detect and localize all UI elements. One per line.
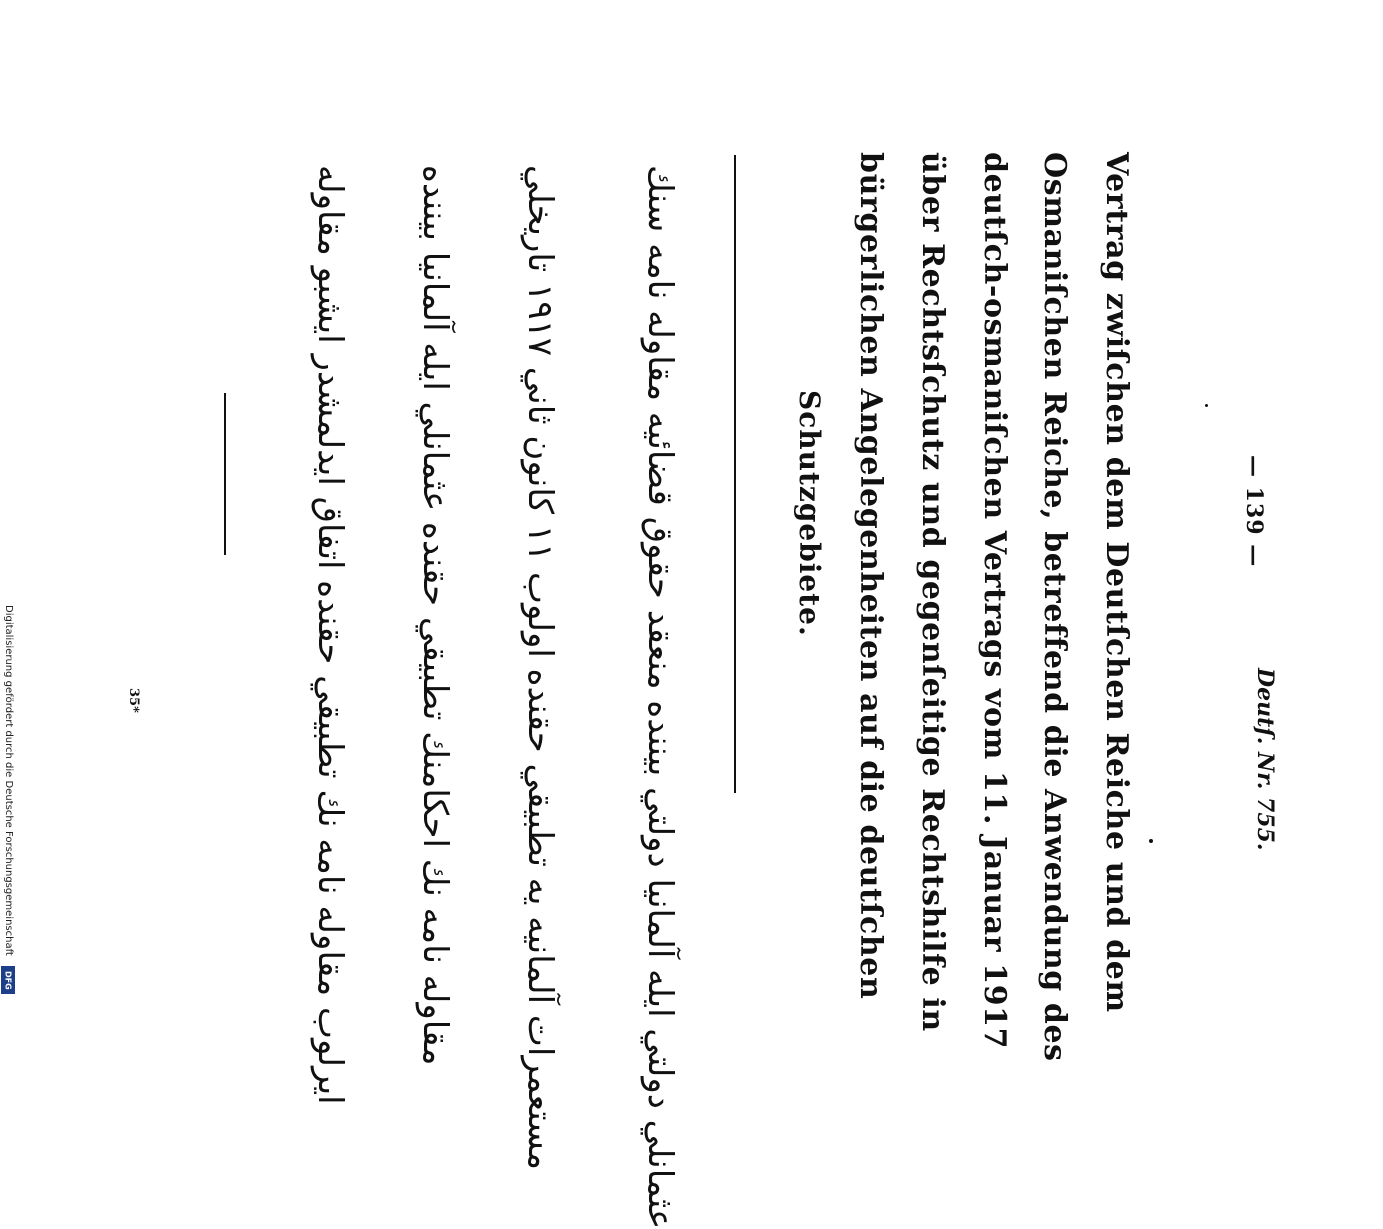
title-subtitle: Schutzgebiete. xyxy=(793,390,826,637)
dfg-logo: DFG xyxy=(1,966,15,994)
title-line-5: bürgerlichen Angelegenheiten auf die deutſchen xyxy=(853,152,888,1000)
scan-speck xyxy=(1149,839,1153,843)
title-line-3: deutſch-osmaniſchen Vertrags vom 11. Januar 1917 xyxy=(977,152,1012,1050)
arabic-line-4: ايرلوب مقاوله نامه نك تطبيقي حقنده اتفاق ايدلمشدر ايشبو مقاوله xyxy=(310,165,350,1105)
page-number: — 139 — xyxy=(1241,455,1267,568)
document-reference: Deutſ. Nr. 755. xyxy=(1252,668,1278,851)
sheet-mark: 35* xyxy=(126,688,141,713)
section-divider xyxy=(734,155,736,793)
arabic-line-1: عثمانلي دولتي ايله آلمانيا دولتي بيننده منعقد حقوق قضائيه مقاوله نامه سنك xyxy=(640,165,680,1229)
title-line-2: Osmaniſchen Reiche, betreffend die Anwendung des xyxy=(1037,152,1072,1062)
title-line-4: über Rechtsſchutz und gegenſeitige Rechtshilfe in xyxy=(915,152,950,1032)
scan-speck xyxy=(1205,404,1208,407)
closing-rule xyxy=(224,393,226,555)
title-line-1: Vertrag zwiſchen dem Deutſchen Reiche und dem xyxy=(1099,152,1134,1013)
arabic-line-2: مستعمرات آلمانيه يه تطبيقي حقنده اولوب ١١ كانون ثاني ١٩١٧ تاريخلي xyxy=(520,165,560,1170)
digitization-credit: Digitalisierung gefördert durch die Deutsche Forschungsgemeinschaft xyxy=(3,605,14,956)
arabic-line-3: مقاوله نامه نك احكامنك تطبيقي حقنده عثمانلي ايله آلمانيا بيننده xyxy=(415,165,455,1066)
